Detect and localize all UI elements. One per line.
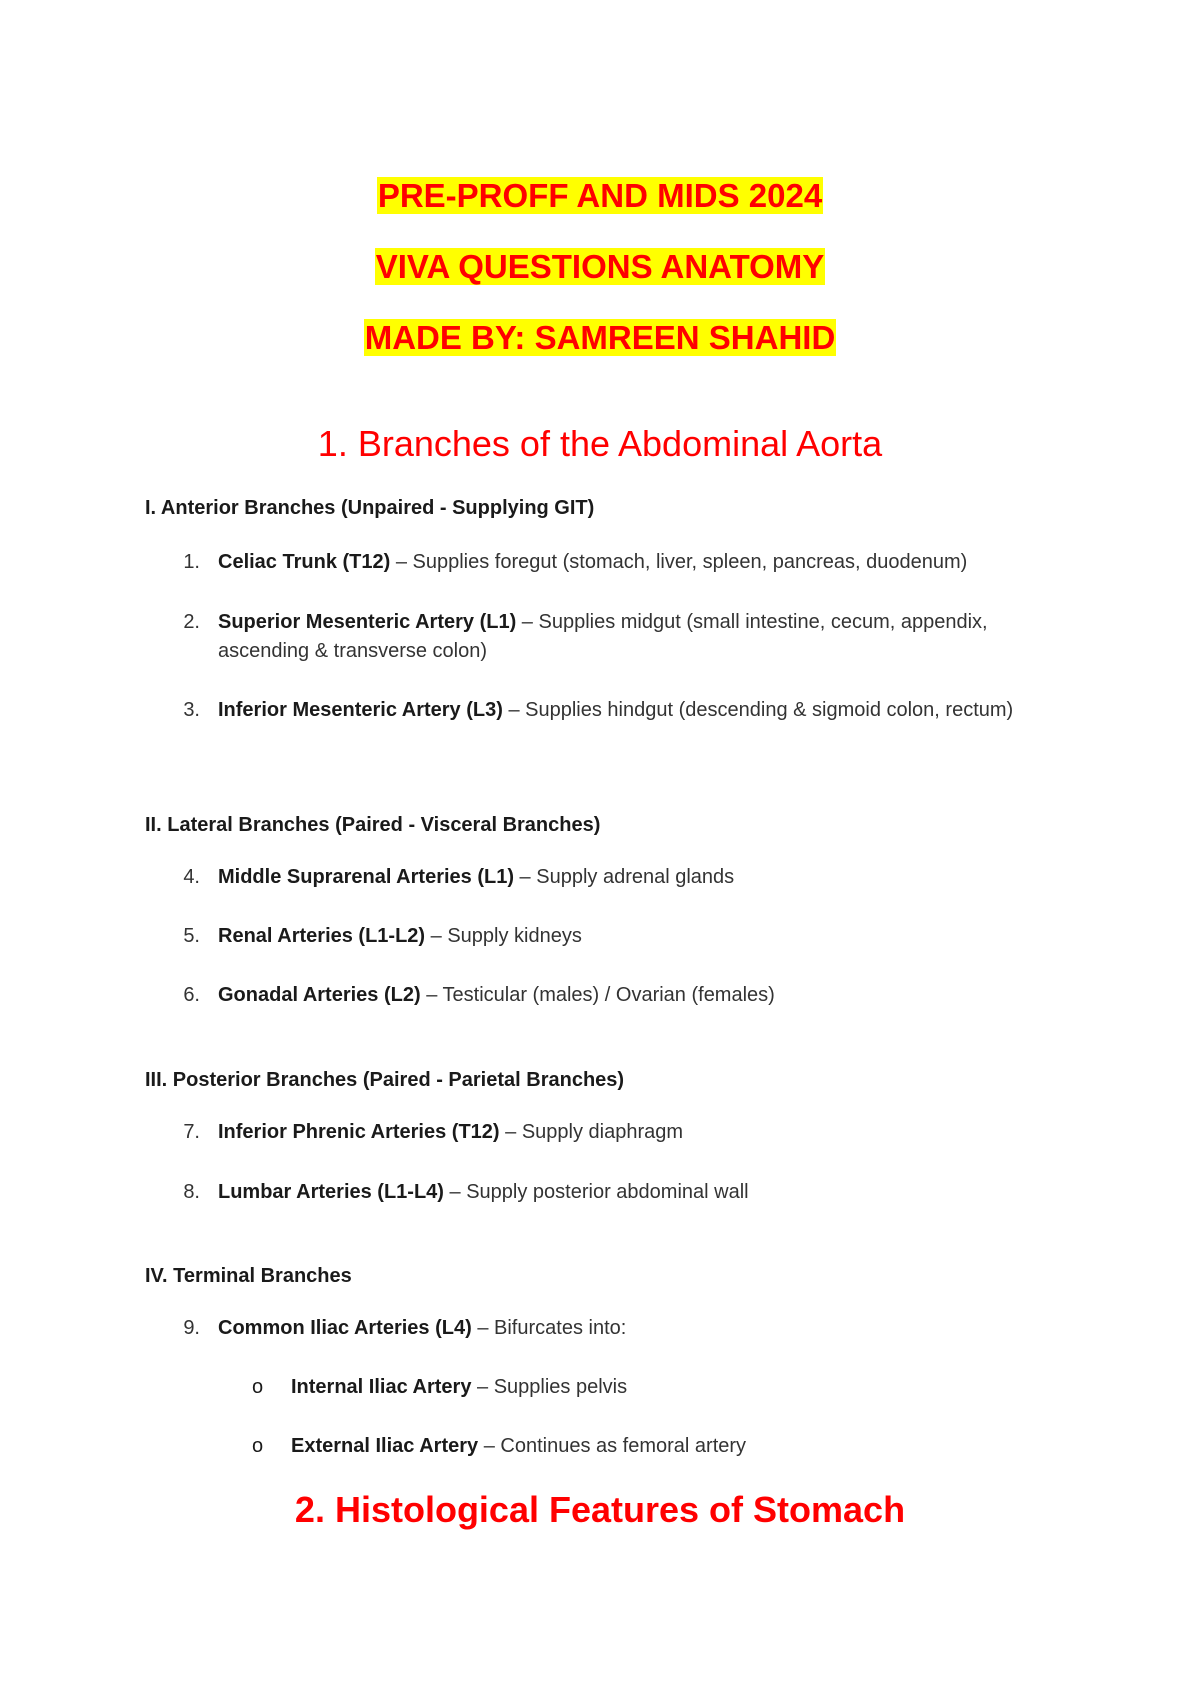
title-line-3-text: MADE BY: SAMREEN SHAHID bbox=[364, 319, 836, 356]
artery-description: Supplies pelvis bbox=[493, 1376, 628, 1398]
section-lateral-branches: II. Lateral Branches (Paired - Visceral Branches) bbox=[145, 814, 601, 836]
artery-name: Celiac Trunk (T12) bbox=[218, 551, 391, 573]
artery-name: Middle Suprarenal Arteries (L1) bbox=[218, 866, 514, 888]
dash-separator: – bbox=[478, 1435, 501, 1457]
artery-description: Supply kidneys bbox=[447, 925, 582, 947]
heading-text: Branches of the Abdominal Aorta bbox=[357, 423, 883, 464]
list-item-body bbox=[218, 1314, 1068, 1343]
list-item-body bbox=[218, 608, 1068, 666]
title-line-3 bbox=[0, 318, 1200, 358]
artery-description: Supply adrenal glands bbox=[536, 866, 735, 888]
list-number: 8. bbox=[183, 1181, 200, 1203]
title-line-2 bbox=[0, 247, 1200, 287]
circle-bullet-icon: o bbox=[252, 1435, 264, 1457]
list-item-body bbox=[218, 981, 1068, 1010]
dash-separator: – bbox=[390, 551, 413, 573]
artery-description: Supply diaphragm bbox=[521, 1121, 684, 1143]
artery-description: Supplies hindgut (descending & sigmoid colon, rectum) bbox=[525, 699, 1014, 721]
list-number: 5. bbox=[183, 925, 200, 947]
heading-number: 1. bbox=[317, 423, 348, 464]
artery-name: Superior Mesenteric Artery (L1) bbox=[218, 611, 517, 633]
dash-separator: – bbox=[471, 1376, 494, 1398]
artery-name: Gonadal Arteries (L2) bbox=[218, 984, 421, 1006]
list-number: 9. bbox=[183, 1317, 200, 1339]
list-number: 6. bbox=[183, 984, 200, 1006]
artery-name: External Iliac Artery bbox=[291, 1435, 479, 1457]
heading-histological-features: 2. Histological Features of Stomach bbox=[294, 1489, 906, 1530]
list-number: 3. bbox=[183, 699, 200, 721]
title-line-2-text: VIVA QUESTIONS ANATOMY bbox=[375, 248, 825, 285]
list-number: 1. bbox=[183, 551, 200, 573]
dash-separator: – bbox=[471, 1317, 495, 1339]
list-item-body bbox=[218, 1178, 1068, 1207]
circle-bullet-icon: o bbox=[252, 1376, 264, 1398]
list-number: 7. bbox=[183, 1121, 200, 1143]
dash-separator: – bbox=[514, 866, 537, 888]
list-item-body bbox=[218, 696, 1068, 725]
list-number: 4. bbox=[183, 866, 200, 888]
title-line-1 bbox=[0, 176, 1200, 216]
list-item-body bbox=[218, 922, 1068, 951]
artery-description: Testicular (males) / Ovarian (females) bbox=[442, 984, 775, 1006]
list-item-body bbox=[218, 863, 1068, 892]
dash-separator: – bbox=[425, 925, 448, 947]
artery-description: Supplies foregut (stomach, liver, spleen, pancreas, duodenum) bbox=[412, 551, 968, 573]
dash-separator: – bbox=[443, 1181, 467, 1203]
heading-abdominal-aorta bbox=[0, 422, 1200, 466]
dash-separator: – bbox=[502, 699, 526, 721]
artery-description: Supply posterior abdominal wall bbox=[466, 1181, 749, 1203]
artery-name: Internal Iliac Artery bbox=[291, 1376, 472, 1398]
artery-description: Bifurcates into: bbox=[494, 1317, 627, 1339]
artery-name: Lumbar Arteries (L1-L4) bbox=[218, 1181, 444, 1203]
section-terminal-branches: IV. Terminal Branches bbox=[145, 1265, 352, 1287]
artery-name: Renal Arteries (L1-L2) bbox=[218, 925, 426, 947]
dash-separator: – bbox=[499, 1121, 522, 1143]
list-item-body bbox=[218, 1118, 1068, 1147]
sub-list-item-body bbox=[291, 1432, 1091, 1461]
artery-name: Inferior Mesenteric Artery (L3) bbox=[218, 699, 503, 721]
artery-name: Inferior Phrenic Arteries (T12) bbox=[218, 1121, 500, 1143]
artery-description: Supplies midgut (small intestine, cecum, appendix, ascending & transverse colon) bbox=[218, 611, 988, 662]
artery-name: Common Iliac Arteries (L4) bbox=[218, 1317, 472, 1339]
list-item-body bbox=[218, 548, 1068, 577]
artery-description: Continues as femoral artery bbox=[500, 1435, 747, 1457]
section-posterior-branches: III. Posterior Branches (Paired - Parietal Branches) bbox=[145, 1069, 625, 1091]
title-line-1-text: PRE-PROFF AND MIDS 2024 bbox=[377, 177, 823, 214]
sub-list-item-body bbox=[291, 1373, 1091, 1402]
list-number: 2. bbox=[183, 611, 200, 633]
dash-separator: – bbox=[516, 611, 539, 633]
dash-separator: – bbox=[420, 984, 443, 1006]
section-anterior-branches: I. Anterior Branches (Unpaired - Supplying GIT) bbox=[145, 497, 595, 519]
